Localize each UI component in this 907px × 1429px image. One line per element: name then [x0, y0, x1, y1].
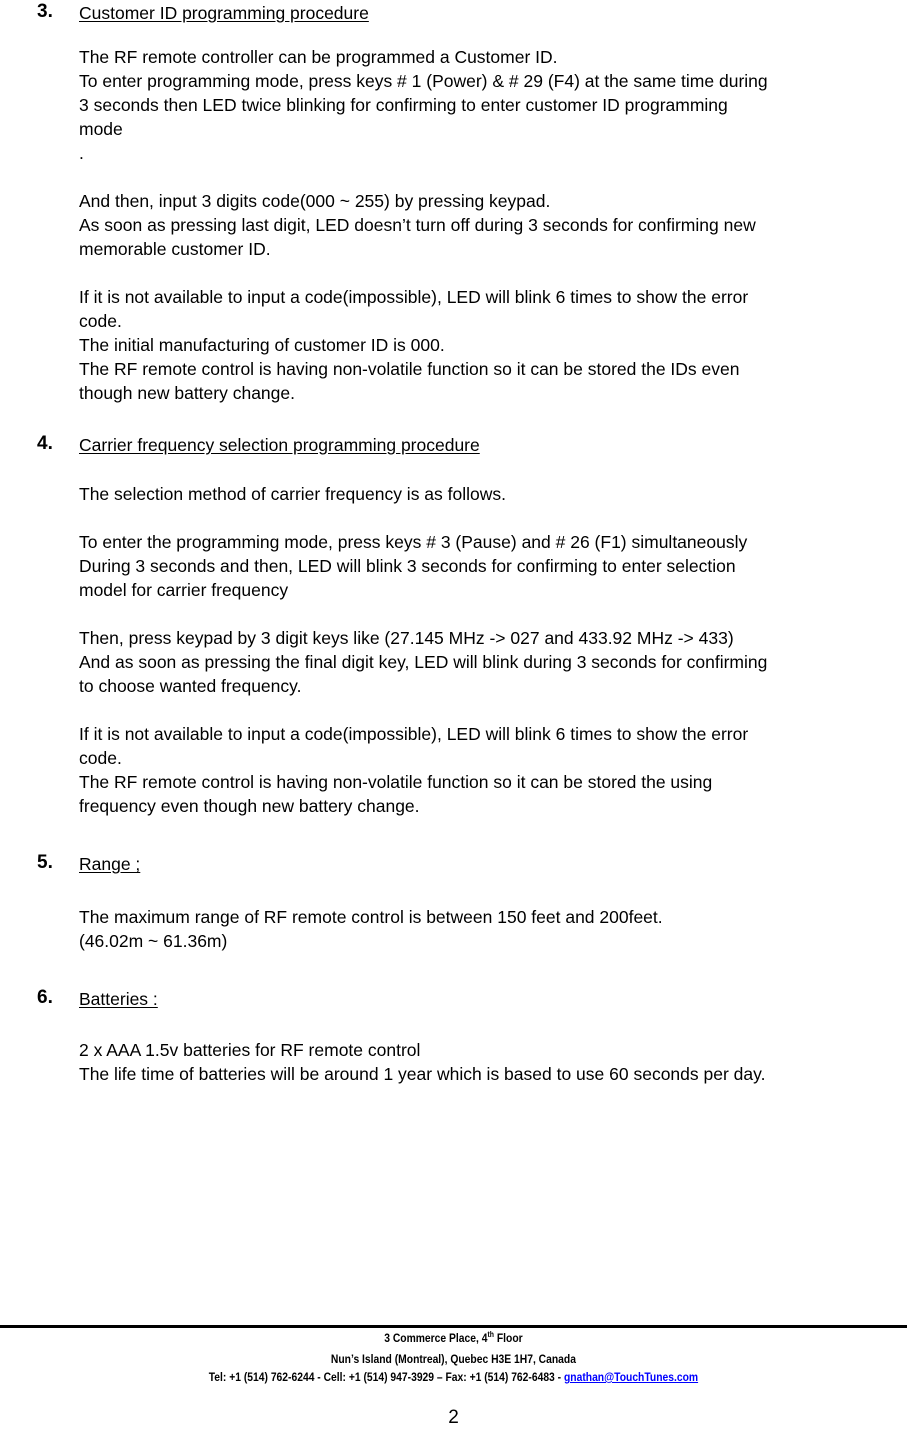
section-3-line: mode — [79, 119, 123, 139]
footer-email-link[interactable]: gnathan@TouchTunes.com — [563, 1370, 699, 1384]
section-4-line: And as soon as pressing the final digit key, LED will blink during 3 seconds for confirming — [79, 652, 768, 672]
section-5-line: (46.02m ~ 61.36m) — [79, 931, 228, 951]
section-4-line: frequency even though new battery change. — [79, 796, 420, 816]
footer-contact-numbers: Tel: +1 (514) 762-6244 - Cell: +1 (514) 947-3929 – Fax: +1 (514) 762-6483 - — [208, 1370, 564, 1384]
section-3-title: Customer ID programming procedure — [79, 3, 369, 23]
section-4-line: To enter the programming mode, press keys # 3 (Pause) and # 26 (F1) simultaneously — [79, 532, 748, 552]
section-6-line: The life time of batteries will be around 1 year which is based to use 60 seconds per day. — [79, 1064, 766, 1084]
section-4-line: to choose wanted frequency. — [79, 676, 302, 696]
section-4-line: code. — [79, 748, 122, 768]
section-4-number: 4. — [37, 433, 53, 454]
footer-address-floor: Floor — [493, 1331, 523, 1345]
footer-divider — [0, 1325, 907, 1328]
section-6-title: Batteries : — [79, 989, 158, 1009]
section-3-line: The initial manufacturing of customer ID is 000. — [79, 335, 445, 355]
section-3-line: The RF remote controller can be programmed a Customer ID. — [79, 47, 558, 67]
footer-city: Nun’s Island (Montreal), Quebec H3E 1H7, Canada — [330, 1352, 576, 1366]
section-4-line: model for carrier frequency — [79, 580, 289, 600]
section-3-line: And then, input 3 digits code(000 ~ 255) by pressing keypad. — [79, 191, 551, 211]
section-5-number: 5. — [37, 852, 53, 873]
section-4-title: Carrier frequency selection programming procedure — [79, 435, 480, 455]
section-3-line: The RF remote control is having non-volatile function so it can be stored the IDs even — [79, 359, 740, 379]
section-4-line: The RF remote control is having non-volatile function so it can be stored the using — [79, 772, 713, 792]
section-5-title: Range ; — [79, 854, 141, 874]
footer-address-superscript: th — [487, 1330, 494, 1339]
section-4-line: If it is not available to input a code(impossible), LED will blink 6 times to show the error — [79, 724, 749, 744]
section-3-line: 3 seconds then LED twice blinking for confirming to enter customer ID programming — [79, 95, 728, 115]
section-4-line: During 3 seconds and then, LED will blink 3 seconds for confirming to enter selection — [79, 556, 736, 576]
section-6-line: 2 x AAA 1.5v batteries for RF remote control — [79, 1040, 421, 1060]
footer-address-text: 3 Commerce Place, 4 — [384, 1331, 488, 1345]
section-3-line: To enter programming mode, press keys # 1 (Power) & # 29 (F4) at the same time during — [79, 71, 768, 91]
section-3-line: . — [79, 143, 84, 163]
page-number: 2 — [448, 1407, 459, 1428]
section-4-line: Then, press keypad by 3 digit keys like (27.145 MHz -> 027 and 433.92 MHz -> 433) — [79, 628, 734, 648]
section-6-number: 6. — [37, 987, 53, 1008]
footer-address — [63, 1331, 843, 1346]
section-3-line: If it is not available to input a code(impossible), LED will blink 6 times to show the error — [79, 287, 749, 307]
section-5-line: The maximum range of RF remote control is between 150 feet and 200feet. — [79, 907, 663, 927]
section-3-line: though new battery change. — [79, 383, 295, 403]
section-3-number: 3. — [37, 1, 53, 22]
section-3-line: memorable customer ID. — [79, 239, 271, 259]
footer-contact — [63, 1370, 843, 1385]
section-4-line: The selection method of carrier frequency is as follows. — [79, 484, 506, 504]
section-3-line: code. — [79, 311, 122, 331]
section-3-line: As soon as pressing last digit, LED doesn’t turn off during 3 seconds for confirming new — [79, 215, 756, 235]
